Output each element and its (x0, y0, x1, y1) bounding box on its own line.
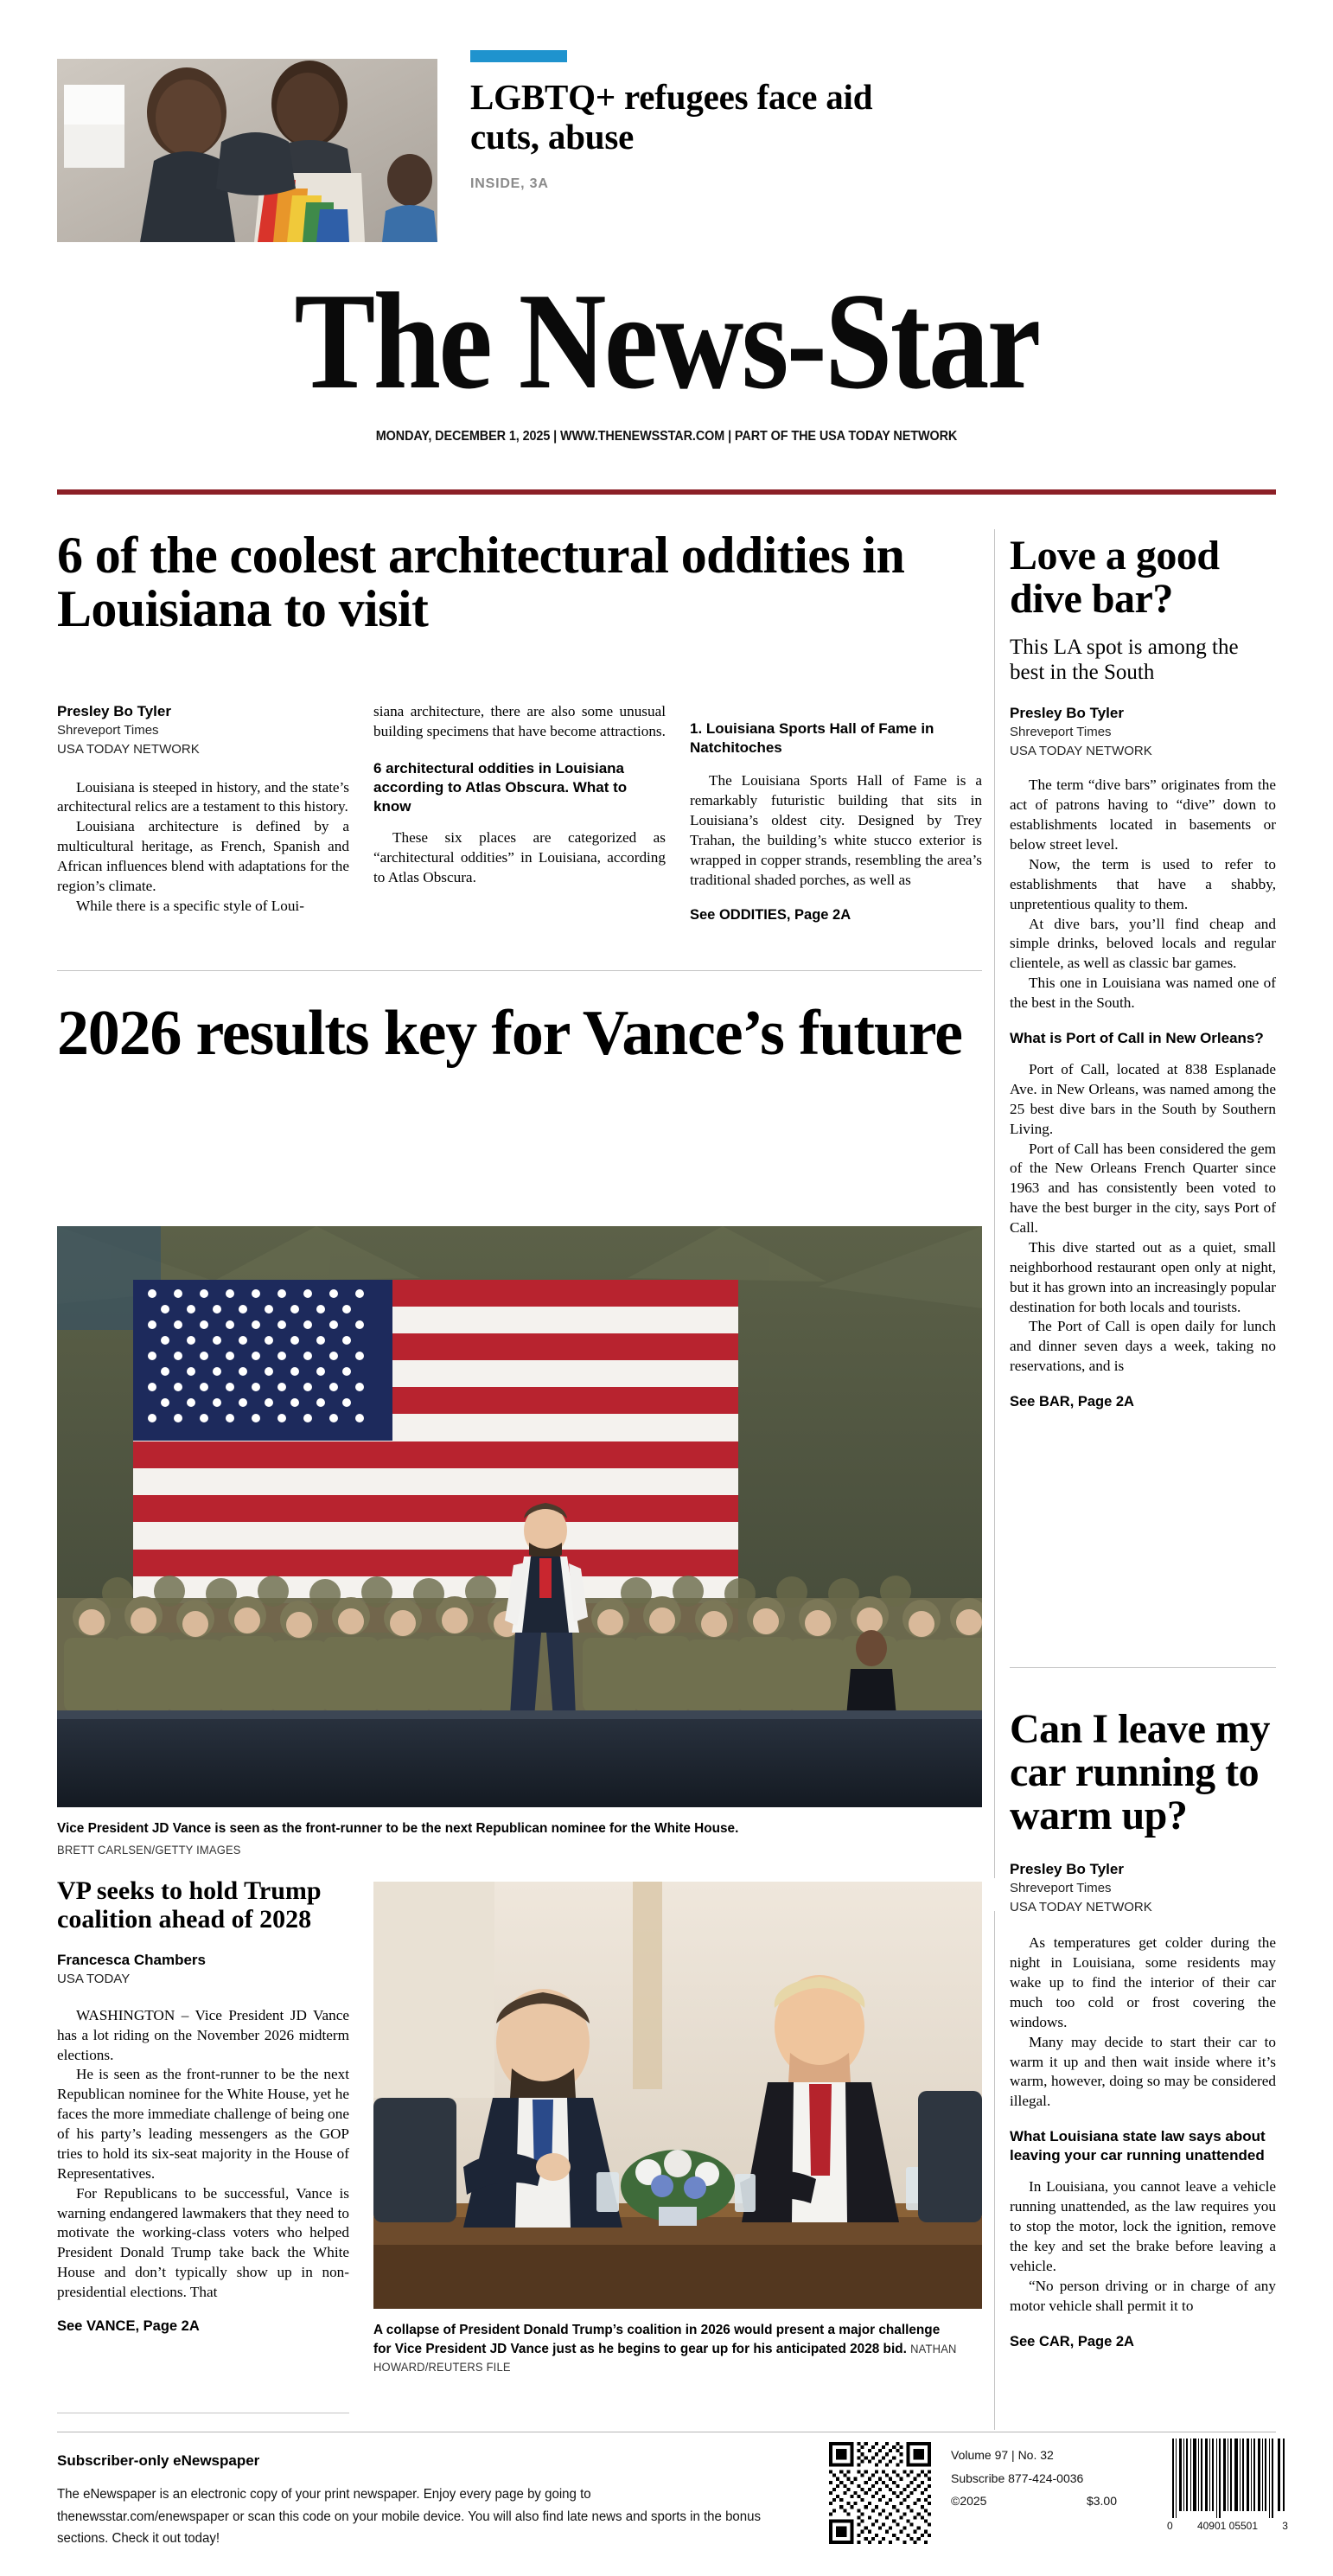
copyright: ©2025 (951, 2494, 987, 2509)
vp-trump-photo (373, 1882, 982, 2309)
vp-photo-caption (373, 2321, 958, 2377)
paragraph: The Port of Call is open daily for lunch and dinner seven days a week, taking no reservations, and is (1010, 1318, 1276, 1375)
vance-photo-caption-block (57, 1819, 982, 1857)
column-divider-right-rail-bottom (994, 1911, 995, 2430)
byline-network: USA TODAY NETWORK (57, 741, 200, 757)
vance-photo-caption: Vice President JD Vance is seen as the front-runner to be the next Republican nominee for the White House. (57, 1821, 739, 1836)
byline-author-name: Presley Bo Tyler (57, 703, 171, 719)
divebar-jump-line[interactable]: See BAR, Page 2A (1010, 1394, 1134, 1409)
teaser-inside-reference: INSIDE, 3A (470, 176, 549, 191)
architecture-jump-line[interactable]: See ODDITIES, Page 2A (690, 907, 851, 924)
architecture-body-col3 (690, 771, 982, 890)
paragraph: For Republicans to be successful, Vance is warning endangered lawmakers that they need to motivate the working-class voters who helped President Donald Trump take back the White House and don’t typically show up in non-presidential elections. That (57, 2184, 349, 2301)
paragraph: In Louisiana, you cannot leave a vehicle running unattended, as the law requires you to stop the motor, lock the ignition, remove the key and set the brake before leaving a vehicle. (1010, 2178, 1276, 2274)
architecture-column-2 (373, 702, 666, 924)
paragraph: Port of Call has been considered the gem of the New Orleans French Quarter since 1963 and has consistently been voted to have the best burger in the city, says Port of Call. (1010, 1140, 1276, 1236)
masthead (0, 264, 1333, 444)
enewspaper-body: The eNewspaper is an electronic copy of your print newspaper. Enjoy every page by going to thenewsstar.com/enewspaper or scan this code on your mobile device. You will also find late news and sports in the bonus sections. Check it out today! (57, 2487, 762, 2547)
masthead-dateline: MONDAY, DECEMBER 1, 2025 | WWW.THENEWSSTAR.COM | PART OF THE USA TODAY NETWORK (375, 429, 958, 444)
byline-author-name: Francesca Chambers (57, 1952, 206, 1968)
barcode-numbers (1167, 2520, 1288, 2532)
architecture-story-headline-block[interactable] (57, 529, 982, 636)
byline-network: USA TODAY NETWORK (1010, 1899, 1152, 1914)
top-teaser[interactable] (57, 50, 1276, 266)
paragraph: Port of Call, located at 838 Esplanade Ave. in New Orleans, was named among the 25 best dive bars in the South by Southern Living. (1010, 1061, 1276, 1137)
paragraph: These six places are categorized as “architectural oddities” in Louisiana, according to Atlas Obscura. (373, 829, 666, 885)
paragraph: While there is a specific style of Loui- (76, 897, 304, 914)
paragraph: This one in Louisiana was named one of the best in the South. (1010, 975, 1276, 1012)
vp-photo-credit: NATHAN HOWARD/REUTERS FILE (373, 2342, 957, 2375)
architecture-column-1 (57, 702, 349, 924)
architecture-column-3 (690, 702, 982, 924)
column-divider-right-rail-top (994, 529, 995, 1878)
paragraph: “No person driving or in charge of any motor vehicle shall permit it to (1010, 2277, 1276, 2314)
divebar-body-top (1010, 776, 1276, 1013)
divebar-story[interactable] (1010, 534, 1276, 1410)
car-byline (1010, 1860, 1276, 1917)
teaser-photo (57, 59, 437, 242)
volume-number: Volume 97 | No. 32 (951, 2448, 1054, 2462)
vp-jump-line[interactable]: See VANCE, Page 2A (57, 2317, 200, 2334)
vance-main-photo (57, 1226, 982, 1807)
byline-organization: USA TODAY (57, 1972, 131, 1987)
architecture-body-col1 (57, 778, 349, 917)
newspaper-title: The News-Star (294, 264, 1039, 418)
barcode-right-digit: 3 (1282, 2520, 1288, 2532)
teaser-accent-rule (470, 50, 567, 62)
paragraph: This dive started out as a quiet, small neighborhood restaurant open only at night, but it has grown into an increasingly popular destination for both locals and tourists. (1010, 1238, 1276, 1315)
byline-organization: Shreveport Times (1010, 1880, 1112, 1895)
car-body-top (1010, 1934, 1276, 2112)
divebar-body-bottom (1010, 1060, 1276, 1377)
byline-network: USA TODAY NETWORK (1010, 743, 1152, 758)
architecture-story-columns (57, 702, 982, 924)
architecture-body-col2 (373, 828, 666, 888)
architecture-subhead-2: 1. Louisiana Sports Hall of Fame in Natchitoches (690, 720, 934, 757)
publication-info (951, 2444, 1150, 2513)
byline-author-name: Presley Bo Tyler (1010, 704, 1124, 721)
paragraph: The term “dive bars” originates from the act of patrons having to “dive” down to establishments located in basements or below street level. (1010, 777, 1276, 853)
byline-author-name: Presley Bo Tyler (1010, 1860, 1124, 1877)
vp-body (57, 2006, 349, 2303)
paragraph: As temperatures get colder during the night in Louisiana, some residents may wake up to find the interior of their car much too cold or frost covering the windows. (1010, 1934, 1276, 2030)
vp-story-headline[interactable]: VP seeks to hold Trump coalition ahead of 2028 (57, 1876, 322, 1934)
barcode-center-digits: 40901 05501 (1196, 2520, 1259, 2532)
vp-story[interactable] (57, 1876, 349, 2335)
enewspaper-title: Subscriber-only eNewspaper (57, 2452, 260, 2469)
divebar-subhead: What is Port of Call in New Orleans? (1010, 1029, 1264, 1046)
architecture-body-col2-top (373, 702, 666, 742)
paragraph: At dive bars, you’ll find cheap and simple drinks, beloved locals and regular clientele, as well as classic bar games. (1010, 915, 1276, 972)
section-divider-architecture (57, 970, 982, 971)
car-jump-line[interactable]: See CAR, Page 2A (1010, 2333, 1134, 2349)
enewspaper-promo (57, 2452, 783, 2550)
paragraph: Louisiana is steeped in history, and the state’s architectural relics are a testament to this history. (57, 778, 349, 815)
byline-organization: Shreveport Times (1010, 724, 1112, 739)
car-story[interactable] (1010, 1708, 1276, 2350)
vance-photo-credit: BRETT CARLSEN/GETTY IMAGES (57, 1843, 241, 1857)
divebar-byline (1010, 704, 1276, 761)
paragraph: Louisiana architecture is defined by a multicultural heritage, as French, Spanish and African influences blend with adaptations for the region’s climate. (57, 818, 349, 894)
paragraph: Many may decide to start their car to warm it up and then wait inside where it’s warm, however, doing so may be considered illegal. (1010, 2033, 1276, 2110)
divebar-headline[interactable]: Love a good dive bar? (1010, 533, 1220, 622)
car-subhead: What Louisiana state law says about leaving your car running unattended (1010, 2128, 1266, 2164)
paragraph: Now, the term is used to refer to establishments that have a shabby, unpretentious quality to them. (1010, 855, 1276, 912)
paragraph: He is seen as the front-runner to be the next Republican nominee for the White House, yet he faces the more immediate challenge of being one of his party’s leading messengers as the GOP tries to hold its six-seat majority in the House of Representatives. (57, 2066, 349, 2182)
architecture-headline[interactable]: 6 of the coolest architectural oddities in Louisiana to visit (57, 527, 905, 637)
paragraph: The Louisiana Sports Hall of Fame is a remarkably futuristic building that sits in Louisiana’s oldest city. Designed by Trey Trahan, the building’s white stucco exterior is wrapped in copper strands, resembling the area’s traditional shaded porches, as well as (690, 772, 982, 888)
teaser-text-block (470, 50, 920, 192)
teaser-headline[interactable]: LGBTQ+ refugees face aid cuts, abuse (470, 77, 873, 157)
vp-caption-text: A collapse of President Donald Trump’s coalition in 2026 would present a major challenge for Vice President JD Vance just as he begins to gear up for his anticipated 2028 bid. (373, 2323, 941, 2356)
architecture-byline (57, 702, 349, 759)
vp-byline (57, 1951, 349, 1989)
vp-photo-caption-block (373, 2321, 982, 2377)
qr-code[interactable] (829, 2442, 931, 2544)
barcode-left-digit: 0 (1167, 2520, 1173, 2532)
masthead-rule (57, 489, 1276, 495)
car-story-headline[interactable]: Can I leave my car running to warm up? (1010, 1706, 1270, 1838)
section-divider-divebar (1010, 1667, 1276, 1668)
subscribe-phone: Subscribe 877-424-0036 (951, 2471, 1084, 2485)
price: $3.00 (1086, 2494, 1117, 2509)
divebar-deck: This LA spot is among the best in the South (1010, 635, 1239, 684)
car-body-bottom (1010, 2177, 1276, 2316)
paragraph: WASHINGTON – Vice President JD Vance has a lot riding on the November 2026 midterm elections. (57, 2006, 349, 2063)
paragraph: siana architecture, there are also some unusual building specimens that have become attractions. (373, 703, 666, 739)
vance-main-headline[interactable]: 2026 results key for Vance’s future (57, 998, 962, 1069)
barcode (1167, 2439, 1288, 2542)
byline-organization: Shreveport Times (57, 723, 159, 738)
architecture-subhead-1: 6 architectural oddities in Louisiana according to Atlas Obscura. What to know (373, 759, 628, 815)
